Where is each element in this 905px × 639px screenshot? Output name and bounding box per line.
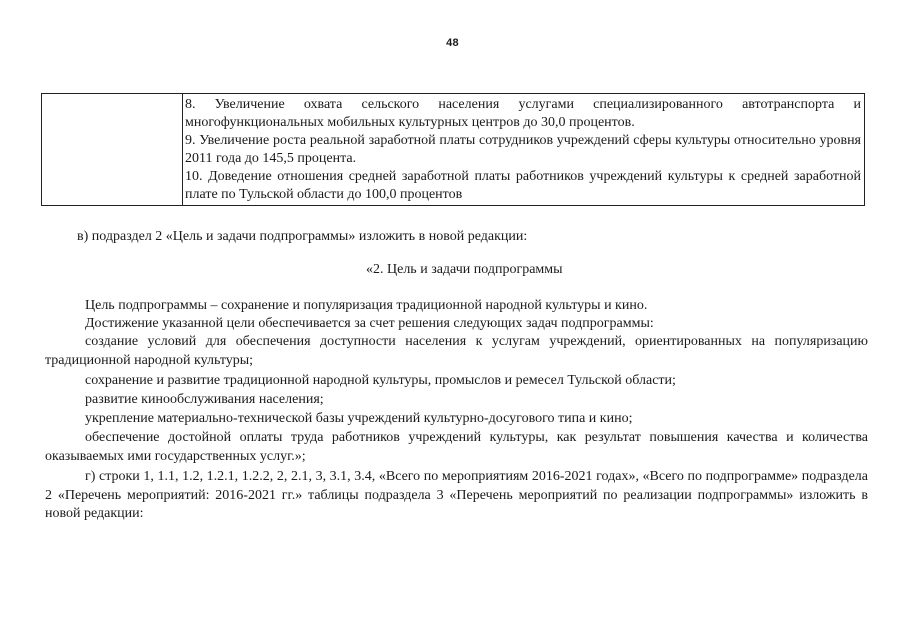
subsection-intro: в) подраздел 2 «Цель и задачи подпрограммы» изложить в новой редакции:: [77, 229, 528, 244]
tasks-intro-paragraph: Достижение указанной цели обеспечивается за счет решения следующих задач подпрограммы:: [85, 316, 654, 331]
indicator-item-9: 9. Увеличение роста реальной заработной платы сотрудников учреждений сферы культуры относительно уровня 2011 года до 145,5 процента.: [185, 133, 861, 166]
rows-amendment-paragraph: [45, 468, 868, 524]
table-empty-cell: [42, 94, 183, 205]
section-heading: «2. Цель и задачи подпрограммы: [366, 262, 563, 277]
task-paragraph-2: сохранение и развитие традиционной народной культуры, промыслов и ремесел Тульской области;: [85, 373, 676, 388]
task-paragraph-1: [45, 333, 868, 370]
rows-amendment-text: г) строки 1, 1.1, 1.2, 1.2.1, 1.2.2, 2, 2.1, 3, 3.1, 3.4, «Всего по мероприятиям 2016-2021 годах», «Всего по подпрограмме» подраздела 2 «Перечень мероприятий: 2016-2021 гг.» таблицы подраздела 3 «Перечень мероприятий по реализации подпрограммы» изложить в новой редакции:: [45, 469, 868, 521]
indicator-item-8: 8. Увеличение охвата сельского населения услугами специализированного автотранспорта и многофункциональных мобильных культурных центров до 30,0 процентов.: [185, 97, 861, 130]
indicator-item-10: 10. Доведение отношения средней заработной платы работников учреждений культуры к средней заработной плате по Тульской области до 100,0 процентов: [185, 169, 861, 202]
goal-paragraph: Цель подпрограммы – сохранение и популяризация традиционной народной культуры и кино.: [85, 298, 648, 313]
task-text-1: создание условий для обеспечения доступности населения к услугам учреждений, ориентированных на популяризацию традиционной народной культуры;: [45, 334, 868, 368]
indicators-table: [41, 93, 865, 206]
table-indicators-cell: [183, 94, 864, 205]
task-paragraph-3: развитие кинообслуживания населения;: [85, 392, 324, 407]
task-text-5: обеспечение достойной оплаты труда работников учреждений культуры, как результат повышения качества и количества оказываемых ими государственных услуг.»;: [45, 430, 868, 464]
task-paragraph-4: укрепление материально-технической базы учреждений культурно-досугового типа и кино;: [85, 411, 633, 426]
task-paragraph-5: [45, 429, 868, 466]
page-number: 48: [446, 37, 459, 49]
